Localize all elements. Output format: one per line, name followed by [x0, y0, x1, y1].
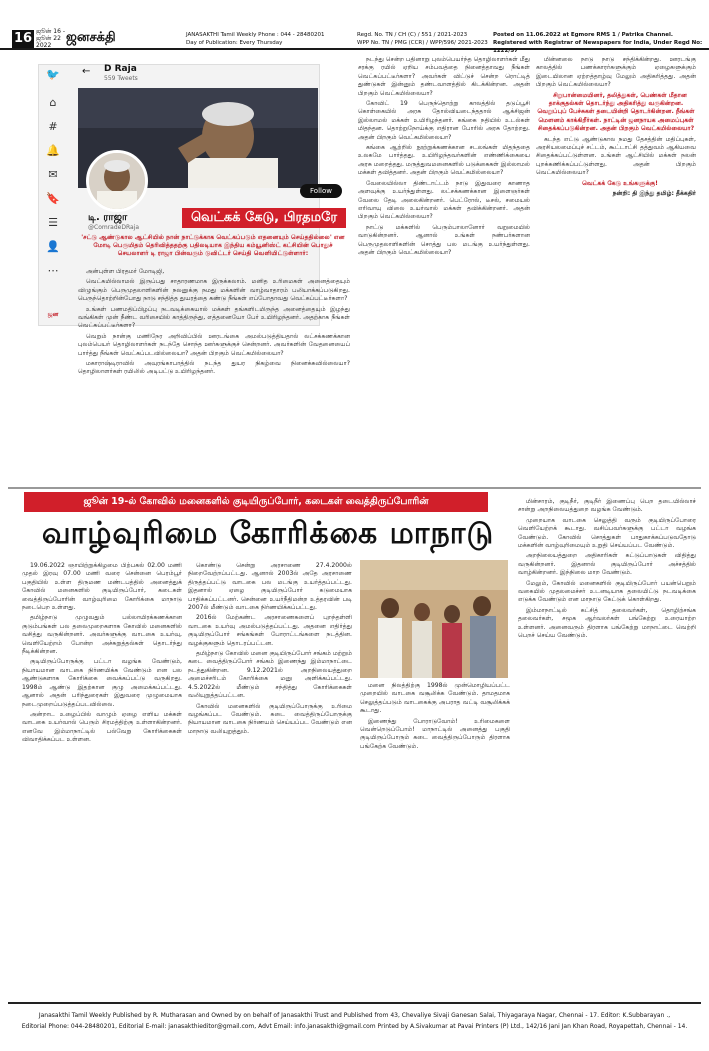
paragraph: தமிழ்நாடு கோவில் மனை குடியிருப்போர் சங்கம் மற்றும் கடை வைத்திருப்போர் சங்கம் இணைந்து இம்மாநாட்டை நடத்துகின்றன. 9.12.2021ல் அறநிலையத்துறை அமைச்சரிடம் கோரிக்கை மனு அளிக்கப்பட்டது. 4.5.2022ல் மீண்டும் சந்தித்து கோரிக்கைகள் வலியுறுத்தப்பட்டன. [188, 650, 352, 700]
paragraph: வெறும் நான்கு மணிநேர அறிவிப்பில் ஊரடங்கை அமல்படுத்தியதால் லட்சக்கணக்கான புலம்பெயர் தொழிலாளர்கள் நடந்தே சொந்த ஊர்களுக்குச் சென்றனர். அவர்களின் வேதனையைப் பார்த்து நீங்கள் வெட்கப்படவில்லையா? அதன் பிறகும் வெட்கமில்லையா? [78, 332, 350, 357]
footer-line: Janasakthi Tamil Weekly Published by R. Mutharasan and Owned by on behalf of Janasakthi Trust and Published from 43, Chevaliye Sivaji Ganesan Salai, Thiyagaraya Nagar, Chennai - 17. Editor: K.Subbarayan ., [38, 1012, 671, 1019]
paragraph: உங்கள் பணமதிப்பிழப்பு நடவடிக்கையால் மக்கள் தங்களிடமிருந்த அனைத்தையும் இழந்து வங்கிகள் முன் நீண்ட வரிசையில் காத்திருந்து, எத்தனையோ பேர் உயிரிழந்தனர். அதற்காக நீங்கள் வெட்கப்பட்டீர்களா? [78, 305, 350, 330]
article2-column-2b [360, 682, 510, 998]
twitter-bird-icon[interactable]: 🐦 [46, 68, 60, 81]
page-number: 16 [13, 31, 33, 46]
section-divider [8, 487, 701, 489]
paragraph: மின்னலை நாடு நாடு சந்திக்கின்றது. ஊரடங்கு காலத்தில் பணக்காரர்களுக்கும் ஏழைகளுக்கும் இடையிலான ஏற்றத்தாழ்வு மேலும் அதிகரித்தது. அதன் பிறகும் வெட்கமில்லையா? [536, 56, 696, 89]
footer-line: Editorial Phone: 044-28480201, Editorial E-mail: janasakthieditor@gmail.com, Advt Email: info.janasakthi@gmail.com Printed by A.Sivakumar at Pavai Printers (P) Ltd., 142/16 Jani Jan Khan Road, Royapettah, Chennai - 14. [21, 1023, 688, 1030]
follow-button[interactable]: Follow [300, 184, 342, 198]
paragraph: கொண்டு சென்று அரசாணை 27.4.2000ல் நிறைவேற்றப்பட்டது. ஆனால் 2003ல் அதே அரசாணை திருத்தப்பட்டு வாடகை பல மடங்கு உயர்த்தப்பட்டது. இதனால் ஏழை குடியிருப்போர் கடுமையாக பாதிக்கப்பட்டனர். சென்னை உயர்நீதிமன்ற உத்தரவின் படி 2007ல் மீண்டும் வாடகை நிர்ணயிக்கப்பட்டது. [188, 562, 352, 612]
article2-column-3 [518, 498, 696, 998]
paragraph: வெட்கமில்லாமல் இருப்பது சாதாரணமாக இருக்கலாம். மனித உரிமைகள் அனைத்தையும் விழுங்கும் பெருமுதலாளிகளின் நலனுக்கு நமது மக்களின் வாழ்வாதாரம் பலியாக்கப்படுகிறது. பெருந்தொற்றின்போது நாடு சந்தித்த துயரத்தை கண்டு நீங்கள் எப்போதாவது வெட்கப்பட்டீர்களா? [78, 278, 350, 303]
posting-info: Posted on 11.06.2022 at Egmore RMS 1 / Patrika Channel. Registered with Registrar of Newspapers for India, Under Regd No: 1222/57 [493, 32, 703, 54]
profile-icon[interactable]: 👤 [46, 240, 60, 253]
paragraph: மகாராஷ்டிராவில் அவுரங்காபாத்தில் நடந்த துயர நிகழ்வை நினைக்கவில்லையா? தொழிலாளர்கள் ரயிலில் அடிபட்டு உயிரிழந்தனர். [78, 360, 350, 376]
paragraph: 2016ல் மேற்கண்ட அரசாணைகளைப் புறந்தள்ளி வாடகை உயர்வு அமல்படுத்தப்பட்டது. அதனை எதிர்த்து குடியிருப்போர் சங்கங்கள் போராட்டங்களை நடத்தின. வழக்குகளும் தொடரப்பட்டன. [188, 614, 352, 647]
registration-info: Regd. No. TN / CH (C) / 551 / 2021-2023 WPP No. TN / PMG (CCR) / WPP/596/ 2021-2023 [357, 32, 488, 46]
article1-column-2 [358, 56, 530, 482]
event-photo [360, 560, 508, 678]
bell-icon[interactable]: 🔔 [46, 144, 60, 157]
paragraph: 19.06.2022 ஞாயிற்றுக்கிழமை பிற்பகல் 02.00 மணி முதல் இரவு 07.00 மணி வரை சென்னை பெரம்பூர் பகுதியில் உள்ள திருமண மண்டபத்தில் அனைத்துக் கோவில் மனைகளில் குடியிருப்போர், கடைகள் வைத்திருப்போரின் வாழ்வுரிமை கோரிக்கை மாநாடு நடைபெற உள்ளது. [22, 562, 182, 612]
paragraph: இணைந்து போராடுவோம்! உரிமைகளை வென்றெடுப்போம்! மாநாட்டில் அனைத்து பகுதி குடியிருப்போரும் கடை வைத்திருப்போரும் திரளாக பங்கேற்க வேண்டும். [360, 717, 510, 750]
page-footer [8, 1002, 701, 1051]
article-title: வெட்கக் கேடு, பிரதமரே [182, 208, 346, 228]
back-arrow-icon[interactable]: ← [82, 66, 91, 77]
article-lede: 'சட்டு ஆண்டுகால ஆட்சியில் நான் நாட்டுக்காக வெட்கப்படும் எதனையும் செய்ததில்லை' என மோடி பெருமிதம் தெரிவித்ததற்கு பதிலடியாக இந்திய கம்யூனிஸ்ட் கட்சியின் பொதுச் செயலாளர் டி ராஜா பின்வரும் டுவிட்டர் செய்தி வெளியிட்டுள்ளார்: [81, 234, 345, 257]
bookmark-icon[interactable]: 🔖 [46, 192, 60, 205]
paragraph: மேலும், கோவில் மனைகளில் குடியிருப்போர் பயன்பெறும் வகையில் முதலமைச்சர் உடனடியாக தலையிட்டு நடவடிக்கை எடுக்க வேண்டும் என மாநாடு கேட்டுக் கொள்கிறது. [518, 579, 696, 604]
closing-line: வெட்கக் கேடு உங்களுக்கு! [582, 179, 658, 187]
issue-date: ஜூன் 16 - ஜூன் 22 2022 [36, 28, 65, 49]
publication-info: JANASAKTHI Tamil Weekly Phone : 044 - 28480201 Day of Publication: Every Thursday [186, 32, 325, 46]
paragraph: கோவில் மனைகளில் குடியிருப்போருக்கு உரிமை வழங்கப்பட வேண்டும். கடை வைத்திருப்போருக்கு நியாயமான வாடகை நிர்ணயம் செய்யப்பட வேண்டும் என மாநாடு வலியுறுத்தும். [188, 702, 352, 735]
highlight-paragraph: சிறுபான்மையினர், தலித்துகள், பெண்கள் மீதான தாக்குதல்கள் தொடர்ந்து அதிகரித்து வருகின்றன. வெறுப்புப் பேச்சுகள் தடையின்றி தொடர்கின்றன. நீங்கள் மௌனம் காக்கிறீர்கள். நாட்டின் ஜனநாயக அமைப்புகள் சிதைக்கப்படுகின்றன. அதன் பிறகும் வெட்கமில்லையா? [537, 91, 695, 133]
article2-headline: வாழ்வுரிமை கோரிக்கை மாநாடு [41, 516, 495, 551]
article2-column-1 [22, 562, 182, 998]
article2-subtitle: ஜூன் 19-ல் கோவில் மனைகளில் குடியிருப்போர், கடைகள் வைத்திருப்போரின் [24, 492, 488, 512]
source-credit: நன்றி: தி இந்து தமிழ்: தீக்கதிர் [612, 190, 696, 198]
home-icon[interactable]: ⌂ [49, 96, 57, 109]
avatar[interactable] [86, 150, 148, 212]
hashtag-icon[interactable]: # [48, 120, 58, 133]
paragraph: அன்புள்ள பிரதமர் மோடிஜி, [86, 268, 165, 275]
paragraph: நடந்து சென்ற பதினாறு புலம்பெயர்ந்த தொழிலாளர்கள் மீது சரக்கு ரயில் ஏறிய சம்பவத்தை நினைத்தாவது நீங்கள் வெட்கப்பட்டீர்களா? அவர்கள் விட்டுச் சென்ற ரொட்டித் துண்டுகள் இன்னும் தண்டவாளத்தில் கிடக்கின்றன. அதன் பிறகும் வெட்கமில்லையா? [358, 56, 530, 97]
paragraph: தமிழ்நாடு முழுவதும் பல்லாயிரக்கணக்கான குடும்பங்கள் பல தலைமுறைகளாக கோவில் மனைகளில் வசித்து வருகின்றனர். அவர்களுக்கு வாடகை உயர்வு, வெளியேற்றம் போன்ற அச்சுறுத்தல்கள் தொடர்ந்து நீடிக்கின்றன. [22, 614, 182, 656]
janasakthi-logo-icon: ஜன [47, 311, 59, 318]
paper-name: ஜனசக்தி [66, 30, 116, 45]
paragraph: நாட்டு மக்களில் பெரும்பாலானோர் வறுமையில் வாடுகின்றனர். ஆனால் உங்கள் நண்பர்களான பெருமுதலாளிகளின் சொத்து பல மடங்கு உயர்ந்துள்ளது. அதன் பிறகும் வெட்கமில்லையா? [358, 223, 530, 256]
paragraph: வேலையில்லா திண்டாட்டம் நாடு இதுவரை காணாத அளவுக்கு உயர்ந்துள்ளது. லட்சக்கணக்கான இளைஞர்கள் வேலை தேடி அலைகின்றனர். பெட்ரோல், டீசல், சமையல் எரிவாயு விலை உயர்வால் மக்கள் தவிக்கின்றனர். அதன் பிறகும் வெட்கமில்லையா? [358, 179, 530, 221]
tweet-handle: @ComradeDRaja [88, 224, 140, 231]
paragraph: அன்றாட உழைப்பில் வாழும் ஏழை எளிய மக்கள் வாடகை உயர்வால் பெரும் சிரமத்திற்கு உள்ளாகின்றனர். எனவே இம்மாநாட்டில் பல்வேறு கோரிக்கைகள் விவாதிக்கப்பட உள்ளன. [22, 710, 182, 744]
tweet-count: 559 Tweets [104, 75, 138, 82]
paragraph: கடந்த எட்டு ஆண்டுகால நமது தேசத்தின் மதிப்புகள், அரசியலமைப்புச் சட்டம், கூட்டாட்சி தத்துவம் ஆகியவை சிதைக்கப்பட்டுள்ளன. உங்கள் ஆட்சியில் மக்கள் நலன் புறக்கணிக்கப்பட்டுள்ளது. அதன் பிறகும் வெட்கமில்லையா? [536, 135, 696, 177]
paragraph: இம்மாநாட்டில் கட்சித் தலைவர்கள், தொழிற்சங்க தலைவர்கள், சமூக ஆர்வலர்கள் பங்கேற்று உரையாற்ற உள்ளனர். அனைவரும் திரளாக பங்கேற்று மாநாட்டை வெற்றி பெறச் செய்ய வேண்டும். [518, 606, 696, 640]
tweet-user-name: டி. ராஜா [88, 212, 128, 223]
more-icon[interactable]: ⋯ [47, 264, 59, 277]
paragraph: கங்கை ஆற்றில் நூற்றுக்கணக்கான சடலங்கள் மிதந்ததை உலகமே பார்த்தது. உயிரிழந்தவர்களின் எண்ணிக்கையை அரசு மறைத்தது. மருத்துவமனைகளில் படுக்கைகள் இல்லாமல் மக்கள் தவித்தனர். அதன் பிறகும் வெட்கமில்லையா? [358, 144, 530, 177]
twitter-sidebar [38, 64, 68, 334]
paragraph: மின்சாரம், குடிநீர், குடிநீர் இணைப்பு பெற தடையில்லாச் சான்று அறநிலையத்துறை வழங்க வேண்டும். [518, 498, 696, 514]
article1-column-3 [536, 56, 696, 482]
paragraph: மனை நிலத்திற்கு 1998ல் முன்மொழியப்பட்ட முறையில் வாடகை வசூலிக்க வேண்டும். தாமதமாக செலுத்தப்படும் வாடகைக்கு அபராத வட்டி வசூலிக்கக் கூடாது. [360, 682, 510, 715]
mail-icon[interactable]: ✉ [48, 168, 58, 181]
list-icon[interactable]: ☰ [48, 216, 58, 229]
tweet-display-name: D Raja [104, 64, 137, 74]
paragraph: அறநிலையத்துறை அதிகாரிகள் கட்டுப்பாடுகள் விதித்து வருகின்றனர். இதனால் குடியிருப்போர் அச்சத்தில் வாழ்கின்றனர். இந்நிலை மாற வேண்டும். [518, 552, 696, 577]
paragraph: கோவிட் 19 பெருந்தொற்று காலத்தில் தடுப்பூசி கொள்கையில் அரசு தோல்வியடைந்ததால் ஆக்சிஜன் இல்லாமல் மக்கள் உயிரிழந்தனர். கங்கை நதியில் உடல்கள் மிதந்தன. தொற்றுநோய்க்கு எதிரான போரில் அரசு தோற்றது. அதன் பிறகும் வெட்கமில்லையா? [358, 100, 530, 141]
paragraph: குடியிருப்போருக்கு பட்டா வழங்க வேண்டும், நியாயமான வாடகை நிர்ணயிக்க வேண்டும் என பல ஆண்டுகளாக கோரிக்கை வைக்கப்பட்டு வருகிறது. 1998ம் ஆண்டு இதற்கான குழு அமைக்கப்பட்டது. ஆனால் அதன் பரிந்துரைகள் இதுவரை முழுமையாக நடைமுறைப்படுத்தப்படவில்லை. [22, 658, 182, 708]
paragraph: முறையாக வாடகை செலுத்தி வரும் குடியிருப்போரை வெளியேற்றக் கூடாது. வசிப்பவர்களுக்கு பட்டா வழங்க வேண்டும். கோவில் சொத்துகள் பாதுகாக்கப்படுவதோடு மக்களின் வாழ்வுரிமையும் உறுதி செய்யப்பட வேண்டும். [518, 516, 696, 550]
article1-column-1 [78, 268, 350, 482]
article2-column-2 [188, 562, 352, 998]
